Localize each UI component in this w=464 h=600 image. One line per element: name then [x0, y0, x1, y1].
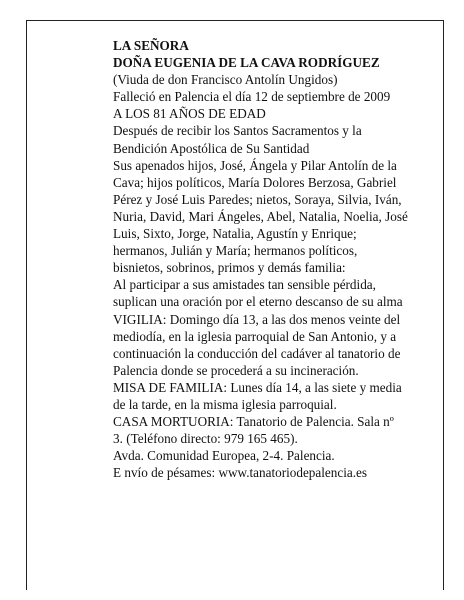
family-line-7: bisnietos, sobrinos, primos y demás familia:: [113, 260, 346, 276]
funeral-home-address: Avda. Comunidad Europea, 2-4. Palencia.: [113, 448, 335, 464]
age-line: A LOS 81 AÑOS DE EDAD: [113, 106, 266, 122]
funeral-home-phone: 3. (Teléfono directo: 979 165 465).: [113, 431, 298, 447]
deceased-name: DOÑA EUGENIA DE LA CAVA RODRÍGUEZ: [113, 55, 380, 71]
family-line-4: Nuria, David, Mari Ángeles, Abel, Natalia, Noelia, José: [113, 208, 408, 224]
condolences-website: E nvío de pésames: www.tanatoriodepalencia.es: [113, 465, 368, 481]
death-date-line: Falleció en Palencia el día 12 de septiembre de 2009: [113, 89, 391, 105]
family-line-6: hermanos, Julián y María; hermanos políticos,: [113, 243, 358, 259]
widow-of-line: (Viuda de don Francisco Antolín Ungidos): [113, 72, 338, 88]
vigil-line-4: Palencia donde se procederá a su incineración.: [113, 362, 359, 378]
request-line-2: suplican una oración por el eterno descanso de su alma: [113, 294, 403, 310]
family-line-2: Cava; hijos políticos, María Dolores Berzosa, Gabriel: [113, 174, 397, 190]
funeral-home-line-1: CASA MORTUORIA: Tanatorio de Palencia. Sala nº: [113, 414, 394, 430]
sacraments-line-2: Bendición Apostólica de Su Santidad: [113, 140, 310, 156]
family-mass-line-2: de la tarde, en la misma iglesia parroquial.: [113, 396, 337, 412]
family-line-3: Pérez y José Luis Paredes; nietos, Soraya, Silvia, Iván,: [113, 191, 402, 207]
sacraments-line-1: Después de recibir los Santos Sacramentos y la: [113, 123, 362, 139]
family-mass-line-1: MISA DE FAMILIA: Lunes día 14, a las siete y media: [113, 379, 402, 395]
family-line-1: Sus apenados hijos, José, Ángela y Pilar Antolín de la: [113, 157, 397, 173]
vigil-line-2: mediodía, en la iglesia parroquial de San Antonio, y a: [113, 328, 397, 344]
heading-la-senora: LA SEÑORA: [113, 38, 189, 53]
request-line-1: Al participar a sus amistades tan sensible pérdida,: [113, 277, 376, 293]
obituary-notice: [113, 37, 423, 481]
family-line-5: Luis, Sixto, Jorge, Natalia, Agustín y Enrique;: [113, 226, 357, 242]
vigil-line-1: VIGILIA: Domingo día 13, a las dos menos veinte del: [113, 311, 401, 327]
vigil-line-3: continuación la conducción del cadáver al tanatorio de: [113, 345, 401, 361]
